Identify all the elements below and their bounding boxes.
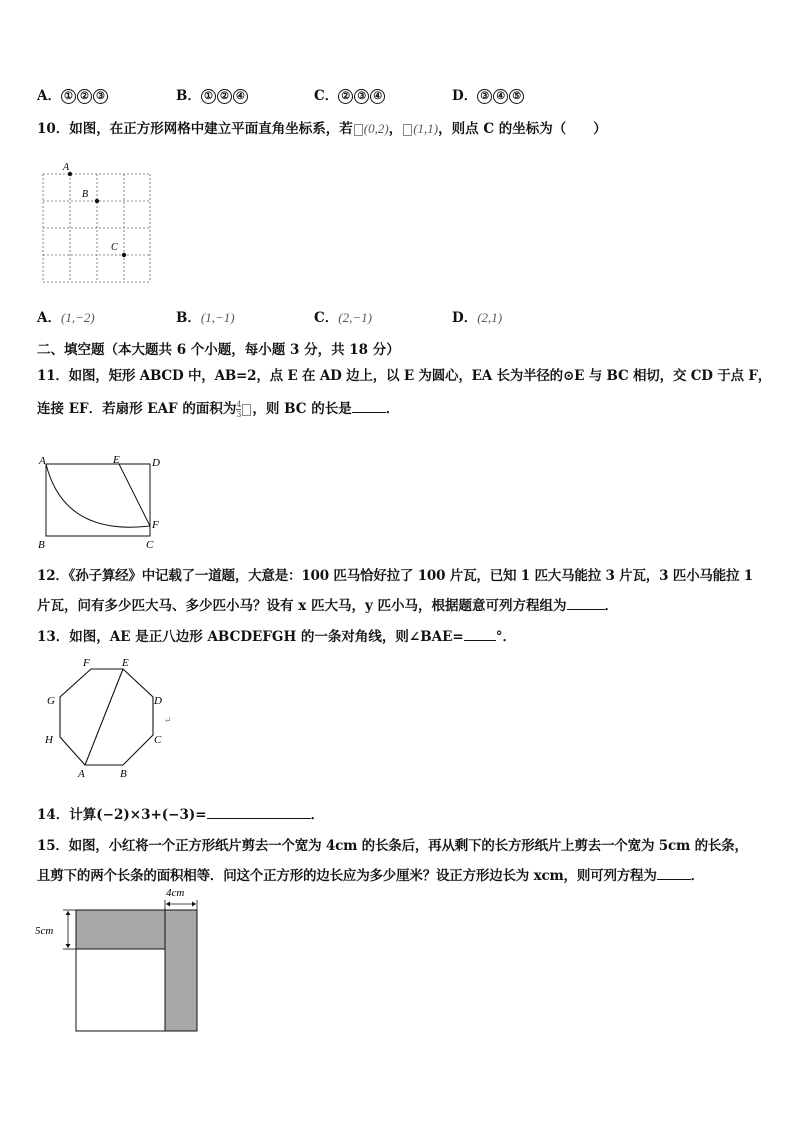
label-4cm: 4cm [166, 887, 185, 899]
q10-option-a: A．(1,−2) [37, 310, 95, 326]
label-b: B [38, 539, 45, 550]
answer-blank[interactable] [207, 806, 311, 819]
label-a: A [63, 162, 70, 173]
circled-number: ④ [493, 89, 508, 104]
label-a: A [78, 768, 85, 780]
q11-rectangle-figure [34, 452, 169, 550]
q15-line1: 15．如图，小红将一个正方形纸片剪去一个宽为 4cm 的长条后，再从剩下的长方形纸片上剪去一个宽为 5cm 的长条， [37, 838, 748, 854]
placeholder-box [354, 124, 363, 136]
q10-option-c: C．(2,−1) [314, 310, 372, 326]
q10-option-b: B．(1,−1) [176, 310, 235, 326]
section-heading: 二、填空题（本大题共 6 个小题，每小题 3 分，共 18 分） [37, 342, 400, 358]
label-a: A [39, 455, 46, 467]
circled-number: ③ [477, 89, 492, 104]
circled-number: ② [217, 89, 232, 104]
q9-option-d: D． ③ ④ ⑤ [452, 84, 525, 104]
q13-stem: 13．如图，AE 是正八边形 ABCDEFGH 的一条对角线，则∠BAE= °． [37, 629, 516, 645]
q9-option-a: A． ① ② ③ [37, 84, 109, 104]
q10-grid-figure [38, 158, 158, 288]
label-b: B [82, 189, 89, 200]
q10-option-d: D．(2,1) [452, 310, 503, 326]
label-f: F [83, 657, 90, 669]
label-d: D [152, 457, 160, 469]
label-c: C [146, 539, 154, 550]
label-e: E [113, 454, 120, 466]
label-5cm: 5cm [35, 925, 54, 937]
label-g: G [47, 695, 55, 707]
answer-blank[interactable] [567, 597, 605, 610]
circled-number: ② [338, 89, 353, 104]
answer-blank[interactable] [352, 400, 386, 413]
circled-number: ④ [370, 89, 385, 104]
circled-number: ① [61, 89, 76, 104]
label-c: C [154, 734, 162, 746]
placeholder-box [242, 404, 251, 416]
label-h: H [45, 734, 53, 746]
q13-octagon-figure [42, 655, 182, 780]
circled-number: ② [77, 89, 92, 104]
label-f: F [152, 519, 159, 531]
q12-line2: 片瓦，问有多少匹大马、多少匹小马？设有 x 匹大马，y 匹小马，根据题意可列方程组为 ． [37, 598, 618, 614]
q10-stem: 10．如图，在正方形网格中建立平面直角坐标系，若 (0,2)， (1,1)，则点 C 的坐标为（ ） [37, 121, 607, 137]
q14-stem: 14．计算(−2)×3+(−3)= ． [37, 807, 325, 823]
circled-number: ⑤ [509, 89, 524, 104]
fraction: $\frac{4}{3}$ [236, 400, 242, 419]
answer-blank[interactable] [657, 867, 691, 880]
label-b: B [120, 768, 127, 780]
placeholder-box [403, 124, 412, 136]
circled-number: ③ [354, 89, 369, 104]
q9-option-c: C． ② ③ ④ [314, 84, 386, 104]
label-d: D [154, 695, 162, 707]
circled-number: ① [201, 89, 216, 104]
circled-number: ③ [93, 89, 108, 104]
q11-line2: 连接 EF．若扇形 EAF 的面积为 $\frac{4}{3}$ ，则 BC 的长是 ． [37, 400, 400, 419]
q9-option-b: B． ① ② ④ [176, 84, 249, 104]
q11-line1: 11．如图，矩形 ABCD 中，AB=2，点 E 在 AD 边上，以 E 为圆心，EA 长为半径的⊙E 与 BC 相切，交 CD 于点 F， [37, 368, 772, 384]
label-e: E [122, 657, 129, 669]
q15-square-figure [30, 882, 205, 1037]
q12-line1: 12．《孙子算经》中记载了一道题，大意是：100 匹马恰好拉了 100 片瓦，已知 1 匹大马能拉 3 片瓦，3 匹小马能拉 1 [37, 568, 753, 584]
q15-line2: 且剪下的两个长条的面积相等．问这个正方形的边长应为多少厘米？设正方形边长为 xcm，则可列方程为 ． [37, 868, 704, 884]
circled-number: ④ [233, 89, 248, 104]
return-mark: ↵ [164, 715, 172, 725]
label-c: C [111, 242, 118, 253]
answer-blank[interactable] [464, 628, 496, 641]
